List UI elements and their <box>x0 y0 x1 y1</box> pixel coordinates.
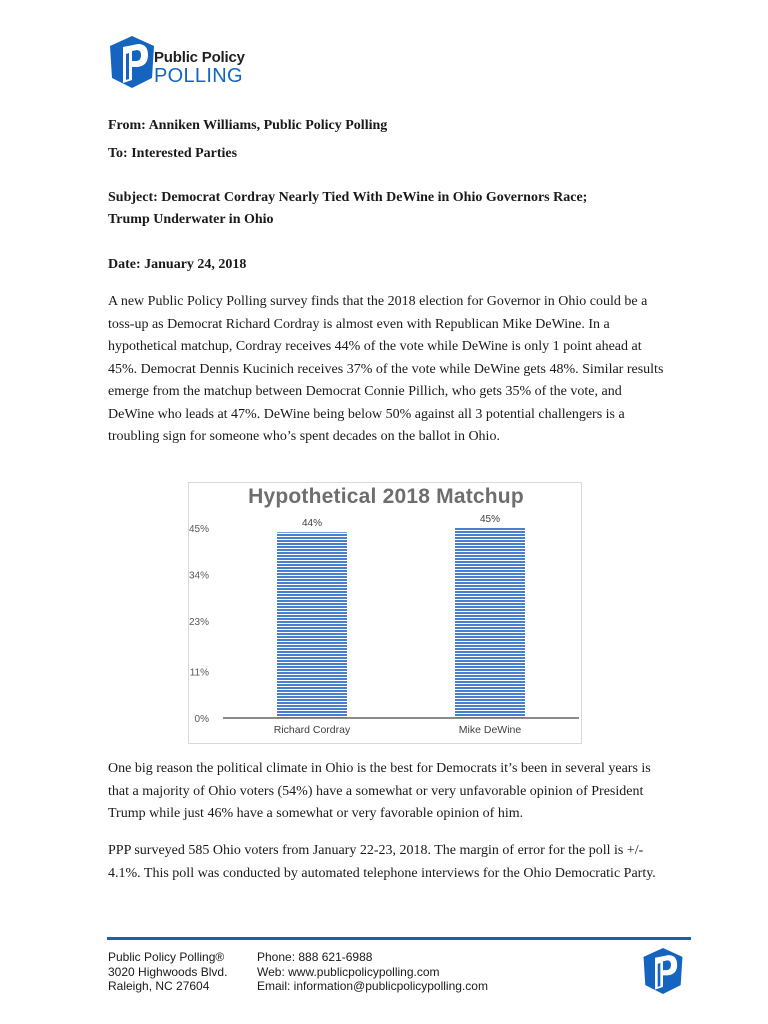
matchup-chart <box>188 482 582 744</box>
category-label: Richard Cordray <box>273 724 351 736</box>
logo-text-polling: POLLING <box>154 65 243 87</box>
footer-logo-mark-icon <box>640 946 686 996</box>
ppp-logo <box>106 34 276 90</box>
bar-richard-cordray <box>277 532 347 718</box>
y-tick-label: 23% <box>189 616 209 628</box>
logo-text-public-policy: Public Policy <box>154 49 245 66</box>
memo-subject-line-1: Subject: Democrat Cordray Nearly Tied With DeWine in Ohio Governors Race; <box>108 190 588 205</box>
footer-org-address <box>108 950 227 994</box>
category-label: Mike DeWine <box>458 724 522 736</box>
ppp-logo-mark-icon <box>106 34 158 90</box>
footer-contact <box>257 950 488 994</box>
y-tick-label: 34% <box>189 570 209 582</box>
chart-svg <box>189 483 583 745</box>
memo-to: To: Interested Parties <box>108 146 238 161</box>
footer-address-line-1: 3020 Highwoods Blvd. <box>108 964 228 979</box>
memo-subject-line-2: Trump Underwater in Ohio <box>108 212 274 227</box>
footer-email: Email: information@publicpolicypolling.com <box>257 979 488 993</box>
chart-title: Hypothetical 2018 Matchup <box>248 485 524 508</box>
memo-from: From: Anniken Williams, Public Policy Polling <box>108 118 388 133</box>
y-tick-label: 0% <box>194 714 209 725</box>
memo-date: Date: January 24, 2018 <box>108 257 247 272</box>
footer-phone: Phone: 888 621-6988 <box>257 950 373 964</box>
paragraph-intro: A new Public Policy Polling survey finds that the 2018 election for Governor in Ohio could be a toss-up as Democrat Richard Cordray is almost even with Republican Mike DeWine. In a hypothetical matchup, Cordray receives 44% of the vote while DeWine is only 1 point ahead at 45%. Democrat Dennis Kucinich receives 37% of the vote while DeWine gets 48%. Similar results emerge from the matchup between Democrat Connie Pillich, who gets 35% of the vote, and DeWine who leads at 47%. DeWine being below 50% against all 3 potential challengers is a troubling sign for someone who’s spent decades on the ballot in Ohio. <box>108 294 664 444</box>
y-tick-label: 45% <box>189 524 209 535</box>
footer-org: Public Policy Polling® <box>108 950 225 964</box>
paragraph-trump-favorability: One big reason the political climate in Ohio is the best for Democrats it’s been in several years is that a majority of Ohio voters (54%) have a somewhat or very unfavorable opinion of President Trump while just 46% have a somewhat or very favorable opinion of him. <box>108 761 651 821</box>
data-label: 44% <box>301 518 323 530</box>
footer-rule <box>107 937 691 940</box>
bar-mike-dewine <box>455 528 525 718</box>
y-tick-label: 11% <box>189 667 209 679</box>
footer-address-line-2: Raleigh, NC 27604 <box>108 979 210 993</box>
paragraph-methodology: PPP surveyed 585 Ohio voters from January 22-23, 2018. The margin of error for the poll is +/- 4.1%. This poll was conducted by automated telephone interviews for the Ohio Democratic Party. <box>108 843 656 881</box>
footer-web: Web: www.publicpolicypolling.com <box>257 964 440 979</box>
data-label: 45% <box>479 514 501 525</box>
